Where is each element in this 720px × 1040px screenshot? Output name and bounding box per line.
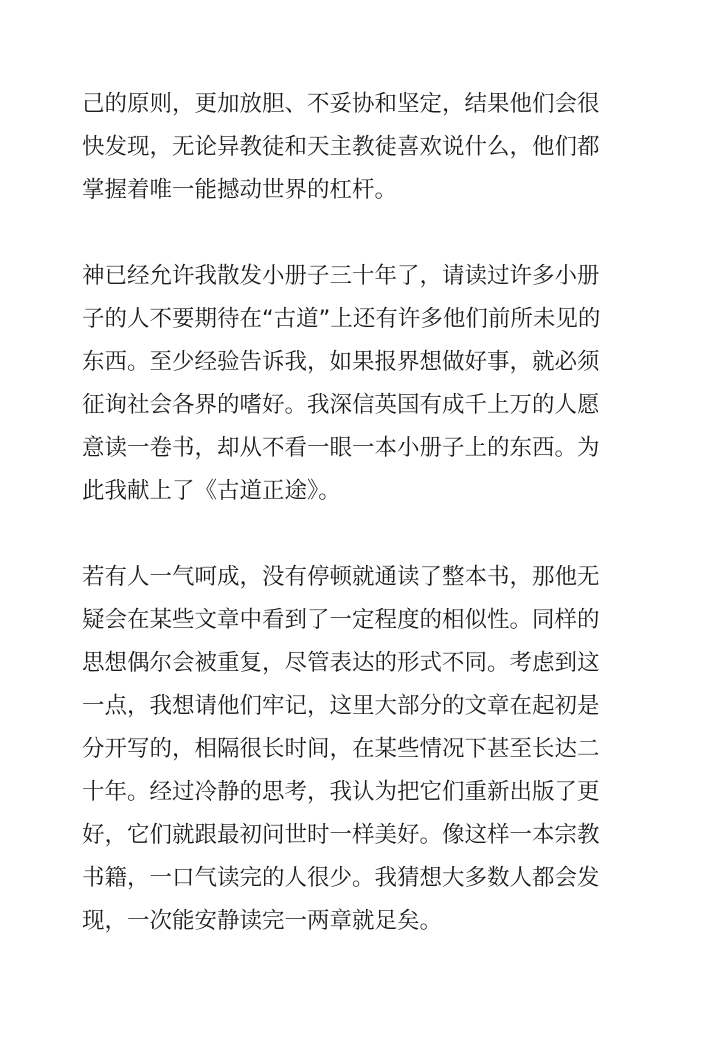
document-page <box>82 83 638 943</box>
text-line: 征询社会各界的嗜好。我深信英国有成千上万的人愿 <box>82 392 600 418</box>
text-line: 若有人一气呵成，没有停顿就通读了整本书，那他无 <box>82 564 600 590</box>
text-line: 分开写的，相隔很长时间，在某些情况下甚至长达二 <box>82 736 600 762</box>
paragraph-spacer <box>82 513 638 556</box>
text-line: 此我献上了《古道正途》。 <box>82 478 341 504</box>
text-line: 快发现，无论异教徒和天主教徒喜欢说什么，他们都 <box>82 134 600 160</box>
text-line: 书籍，一口气读完的人很少。我猜想大多数人都会发 <box>82 865 600 891</box>
text-line: 思想偶尔会被重复，尽管表达的形式不同。考虑到这 <box>82 650 600 676</box>
paragraph-1 <box>82 83 638 212</box>
text-line: 掌握着唯一能撼动世界的杠杆。 <box>82 177 398 203</box>
paragraph-spacer <box>82 212 638 255</box>
text-line: 现，一次能安静读完一两章就足矣。 <box>82 908 443 934</box>
text-line: 意读一卷书，却从不看一眼一本小册子上的东西。为 <box>82 435 600 461</box>
paragraph-3 <box>82 556 638 943</box>
text-line: 十年。经过冷静的思考，我认为把它们重新出版了更 <box>82 779 600 805</box>
text-line: 好，它们就跟最初问世时一样美好。像这样一本宗教 <box>82 822 600 848</box>
text-line: 东西。至少经验告诉我，如果报界想做好事，就必须 <box>82 349 600 375</box>
text-line: 子的人不要期待在“古道”上还有许多他们前所未见的 <box>82 306 601 332</box>
text-line: 一点，我想请他们牢记，这里大部分的文章在起初是 <box>82 693 600 719</box>
text-line: 神已经允许我散发小册子三十年了，请读过许多小册 <box>82 263 600 289</box>
text-line: 疑会在某些文章中看到了一定程度的相似性。同样的 <box>82 607 600 633</box>
text-line: 己的原则，更加放胆、不妥协和坚定，结果他们会很 <box>82 91 600 117</box>
paragraph-2 <box>82 255 638 513</box>
